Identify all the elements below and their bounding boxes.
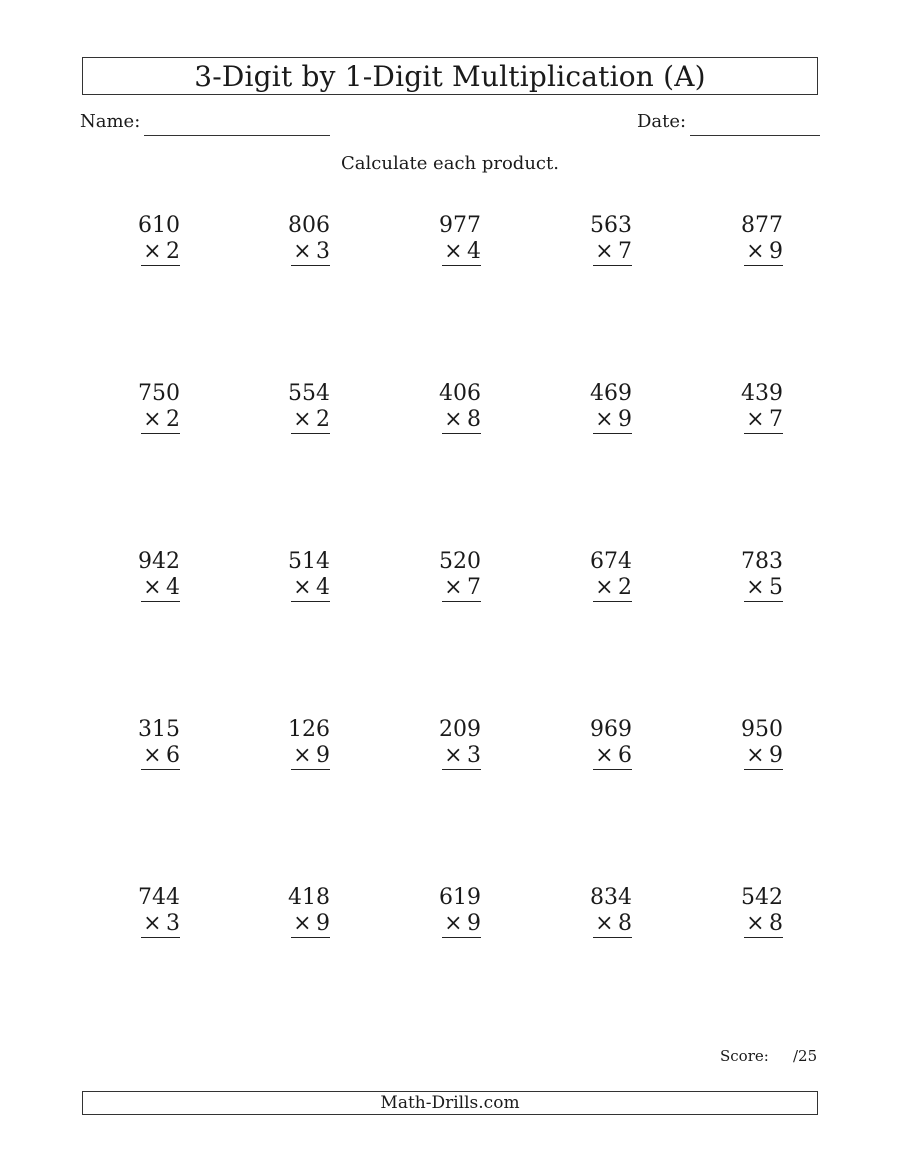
multiplicand: 542 bbox=[741, 885, 783, 910]
times-sign: × bbox=[293, 743, 312, 768]
multiplier-row bbox=[744, 239, 783, 266]
footer-box bbox=[82, 1091, 818, 1115]
times-sign: × bbox=[595, 743, 614, 768]
multiplicand: 744 bbox=[138, 885, 180, 910]
times-sign: × bbox=[444, 911, 463, 936]
multiplier: 6 bbox=[618, 743, 632, 768]
multiplier: 7 bbox=[618, 239, 632, 264]
problem-3 bbox=[391, 213, 481, 269]
problem-18 bbox=[391, 717, 481, 773]
multiplier-row bbox=[442, 575, 481, 602]
problem-25 bbox=[693, 885, 783, 941]
title-box bbox=[82, 57, 818, 95]
multiplicand: 514 bbox=[288, 549, 330, 574]
problem-20 bbox=[693, 717, 783, 773]
times-sign: × bbox=[595, 575, 614, 600]
problem-23 bbox=[391, 885, 481, 941]
problem-1 bbox=[90, 213, 180, 269]
multiplier-row bbox=[593, 575, 632, 602]
multiplier-row bbox=[141, 407, 180, 434]
problem-6 bbox=[90, 381, 180, 437]
multiplicand: 469 bbox=[590, 381, 632, 406]
problem-10 bbox=[693, 381, 783, 437]
multiplicand: 209 bbox=[439, 717, 481, 742]
multiplier: 5 bbox=[769, 575, 783, 600]
problem-17 bbox=[240, 717, 330, 773]
problem-16 bbox=[90, 717, 180, 773]
multiplicand: 126 bbox=[288, 717, 330, 742]
multiplier: 8 bbox=[467, 407, 481, 432]
times-sign: × bbox=[293, 407, 312, 432]
multiplicand: 406 bbox=[439, 381, 481, 406]
multiplier-row bbox=[141, 911, 180, 938]
name-line[interactable] bbox=[144, 135, 330, 136]
multiplicand: 977 bbox=[439, 213, 481, 238]
multiplier-row bbox=[291, 239, 330, 266]
multiplicand: 750 bbox=[138, 381, 180, 406]
multiplicand: 834 bbox=[590, 885, 632, 910]
multiplier: 2 bbox=[316, 407, 330, 432]
multiplier: 7 bbox=[769, 407, 783, 432]
problem-7 bbox=[240, 381, 330, 437]
multiplier-row bbox=[291, 407, 330, 434]
times-sign: × bbox=[746, 911, 765, 936]
times-sign: × bbox=[143, 575, 162, 600]
multiplicand: 563 bbox=[590, 213, 632, 238]
multiplier: 9 bbox=[467, 911, 481, 936]
multiplier-row bbox=[593, 743, 632, 770]
multiplier-row bbox=[744, 743, 783, 770]
times-sign: × bbox=[595, 239, 614, 264]
multiplier-row bbox=[442, 743, 481, 770]
times-sign: × bbox=[293, 239, 312, 264]
multiplier: 8 bbox=[769, 911, 783, 936]
multiplier: 4 bbox=[467, 239, 481, 264]
multiplier: 9 bbox=[618, 407, 632, 432]
times-sign: × bbox=[746, 407, 765, 432]
multiplier-row bbox=[291, 911, 330, 938]
multiplicand: 969 bbox=[590, 717, 632, 742]
date-label: Date: bbox=[637, 111, 687, 132]
multiplier: 3 bbox=[166, 911, 180, 936]
times-sign: × bbox=[444, 239, 463, 264]
multiplicand: 610 bbox=[138, 213, 180, 238]
times-sign: × bbox=[143, 239, 162, 264]
problem-22 bbox=[240, 885, 330, 941]
problem-19 bbox=[542, 717, 632, 773]
problem-24 bbox=[542, 885, 632, 941]
multiplier: 9 bbox=[769, 743, 783, 768]
multiplier: 3 bbox=[467, 743, 481, 768]
problem-9 bbox=[542, 381, 632, 437]
times-sign: × bbox=[746, 575, 765, 600]
times-sign: × bbox=[595, 911, 614, 936]
problem-14 bbox=[542, 549, 632, 605]
times-sign: × bbox=[746, 239, 765, 264]
multiplicand: 520 bbox=[439, 549, 481, 574]
times-sign: × bbox=[444, 743, 463, 768]
problem-2 bbox=[240, 213, 330, 269]
multiplier-row bbox=[141, 743, 180, 770]
problem-15 bbox=[693, 549, 783, 605]
score-total: /25 bbox=[793, 1047, 818, 1065]
times-sign: × bbox=[293, 575, 312, 600]
multiplier-row bbox=[291, 575, 330, 602]
multiplicand: 806 bbox=[288, 213, 330, 238]
multiplier-row bbox=[744, 911, 783, 938]
multiplier-row bbox=[744, 407, 783, 434]
problem-12 bbox=[240, 549, 330, 605]
multiplier: 2 bbox=[618, 575, 632, 600]
multiplicand: 674 bbox=[590, 549, 632, 574]
multiplier: 3 bbox=[316, 239, 330, 264]
times-sign: × bbox=[293, 911, 312, 936]
multiplier-row bbox=[593, 239, 632, 266]
times-sign: × bbox=[143, 407, 162, 432]
multiplier-row bbox=[442, 407, 481, 434]
multiplier-row bbox=[744, 575, 783, 602]
problem-13 bbox=[391, 549, 481, 605]
multiplier-row bbox=[442, 911, 481, 938]
multiplicand: 950 bbox=[741, 717, 783, 742]
multiplier: 2 bbox=[166, 239, 180, 264]
multiplier-row bbox=[291, 743, 330, 770]
multiplier-row bbox=[141, 575, 180, 602]
multiplier: 2 bbox=[166, 407, 180, 432]
times-sign: × bbox=[143, 743, 162, 768]
footer-text: Math-Drills.com bbox=[380, 1093, 520, 1113]
times-sign: × bbox=[444, 407, 463, 432]
multiplier-row bbox=[593, 407, 632, 434]
worksheet-title: 3-Digit by 1-Digit Multiplication (A) bbox=[194, 59, 706, 93]
multiplicand: 554 bbox=[288, 381, 330, 406]
multiplier: 4 bbox=[316, 575, 330, 600]
multiplier: 9 bbox=[316, 743, 330, 768]
name-label: Name: bbox=[80, 111, 141, 132]
times-sign: × bbox=[595, 407, 614, 432]
problem-5 bbox=[693, 213, 783, 269]
times-sign: × bbox=[746, 743, 765, 768]
multiplier: 4 bbox=[166, 575, 180, 600]
score-label: Score: bbox=[720, 1047, 769, 1065]
multiplicand: 418 bbox=[288, 885, 330, 910]
multiplicand: 439 bbox=[741, 381, 783, 406]
multiplier-row bbox=[141, 239, 180, 266]
problem-11 bbox=[90, 549, 180, 605]
multiplier: 6 bbox=[166, 743, 180, 768]
times-sign: × bbox=[444, 575, 463, 600]
multiplicand: 783 bbox=[741, 549, 783, 574]
multiplicand: 315 bbox=[138, 717, 180, 742]
multiplicand: 619 bbox=[439, 885, 481, 910]
multiplier: 7 bbox=[467, 575, 481, 600]
problem-4 bbox=[542, 213, 632, 269]
instructions: Calculate each product. bbox=[341, 153, 559, 174]
multiplier: 9 bbox=[316, 911, 330, 936]
multiplier: 8 bbox=[618, 911, 632, 936]
problem-8 bbox=[391, 381, 481, 437]
multiplier: 9 bbox=[769, 239, 783, 264]
multiplier-row bbox=[442, 239, 481, 266]
problem-21 bbox=[90, 885, 180, 941]
multiplicand: 942 bbox=[138, 549, 180, 574]
date-line[interactable] bbox=[690, 135, 820, 136]
multiplicand: 877 bbox=[741, 213, 783, 238]
times-sign: × bbox=[143, 911, 162, 936]
multiplier-row bbox=[593, 911, 632, 938]
